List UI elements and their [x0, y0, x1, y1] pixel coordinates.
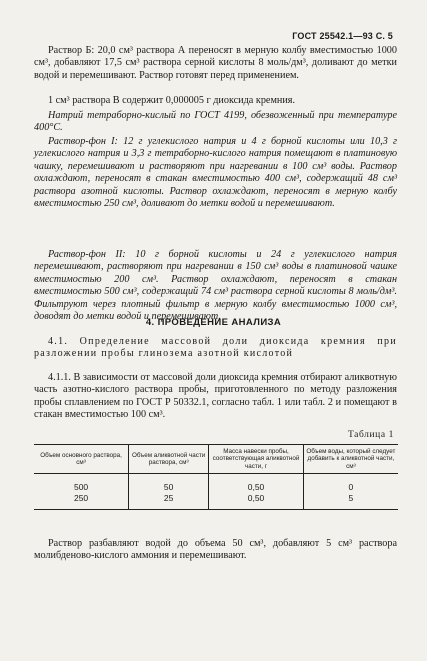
paragraph-dilution: Раствор разбавляют водой до объема 50 см³, добавляют 5 см³ раствора молибденово-кислого аммония и перемешивают.: [34, 538, 397, 562]
table-header-cell: Масса навески пробы, соответствующая аликвотной части, г: [209, 445, 304, 474]
table-header-cell: Объем аликвотной части раствора, см³: [129, 445, 209, 474]
table-header-row: [34, 445, 398, 474]
paragraph-solution-b: Раствор Б: 20,0 см³ раствора А переносят в мерную колбу вместимостью 1000 см³, добавляют 17,5 см³ раствора серной кислоты 8 моль/дм³, доливают до метки водой и перемешивают. Раствор готовят перед применением.: [34, 45, 397, 81]
table-cell: 250: [34, 493, 129, 510]
table-row: [34, 493, 398, 510]
table-cell: 25: [129, 493, 209, 510]
table-header-cell: Объем основного раствора, см³: [34, 445, 129, 474]
paragraph-background-solution-2: Раствор-фон II: 10 г борной кислоты и 24 г углекислого натрия перемешивают, растворяют при нагревании в 150 см³ воды в платиновой чашке вместимостью 200 см³. Раствор охлаждают, переносят в стакан вместимостью 500 см³, содержащий 74 см³ раствора серной кислоты 8 моль/дм³. Фильтруют через плотный фильтр в мерную колбу вместимостью 1000 см³, доводят до метки водой и перемешивают.: [34, 249, 397, 323]
table-cell: 0: [303, 474, 398, 493]
page-header: ГОСТ 25542.1—93 С. 5: [292, 31, 393, 41]
table-cell: 0,50: [209, 493, 304, 510]
paragraph-4-1-1: 4.1.1. В зависимости от массовой доли диоксида кремния отбирают аликвотную часть азотно-кислого раствора пробы, приготовленного по методу разложения пробы сплавлением по ГОСТ Р 50332.1, согласно табл. 1 или табл. 2 и помещают в стакан вместимостью 100 см³.: [34, 372, 397, 421]
table-header-cell: Объем воды, который следует добавить к аликвотной части, см³: [303, 445, 398, 474]
table-cell: 500: [73, 482, 89, 493]
table-cell: 50: [129, 474, 209, 493]
subsection-title: 4.1. Определение массовой доли диоксида кремния при разложении пробы глинозема азотной кислотой: [34, 336, 397, 360]
table-row: [34, 474, 398, 493]
paragraph-sodium-tetraborate: Натрий тетраборно-кислый по ГОСТ 4199, обезвоженный при температуре 400°С.: [34, 110, 397, 134]
table-cell: 0,50: [209, 474, 304, 493]
table-cell: 5: [303, 493, 398, 510]
section-title: 4. ПРОВЕДЕНИЕ АНАЛИЗА: [145, 317, 282, 328]
table-caption: Таблица 1: [347, 430, 394, 440]
paragraph-solution-b-content: 1 см³ раствора В содержит 0,000005 г диоксида кремния.: [48, 95, 296, 106]
table-1: [34, 444, 398, 510]
paragraph-background-solution-1: Раствор-фон I: 12 г углекислого натрия и 4 г борной кислоты или 10,3 г углекислого натрия и 3,3 г тетраборно-кислого натрия помещают в платиновую чашку, перемешивают и растворяют при нагревании в 100 см³ воды. Раствор охлаждают, переносят в стакан вместимостью 400 см³, содержащий 48 см³ раствора азотной кислоты. Раствор охлаждают, переносят в мерную колбу вместимостью 250 см³, доливают до метки водой и перемешивают.: [34, 136, 397, 210]
